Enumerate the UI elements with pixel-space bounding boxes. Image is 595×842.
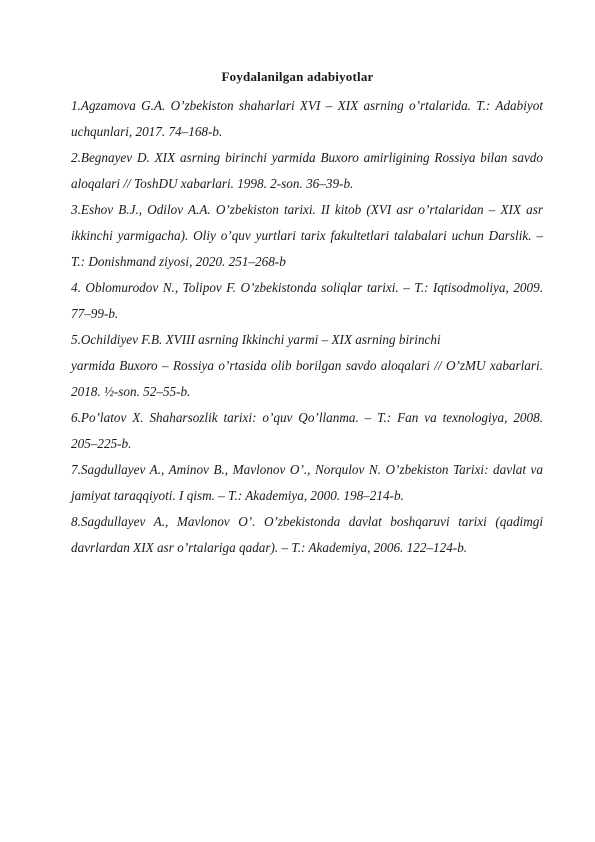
reference-item-8: 8.Sagdullayev A., Mavlonov O’. O’zbekistonda davlat boshqaruvi tarixi (qadimgi davrlardan XIX asr o’rtalariga qadar). – T.: Akademiya, 2006. 122–124-b.: [71, 514, 543, 555]
reference-item-7: 7.Sagdullayev A., Aminov B., Mavlonov O’., Norqulov N. O’zbekiston Tarixi: davlat va jamiyat taraqqiyoti. I qism. – T.: Akademiya, 2000. 198–214-b.: [71, 462, 543, 503]
reference-item-1: 1.Agzamova G.A. O’zbekiston shaharlari XVI – XIX asrning o’rtalarida. T.: Adabiyot uchqunlari, 2017. 74–168-b.: [71, 98, 543, 139]
reference-item-5-line-2: yarmida Buxoro – Rossiya o’rtasida olib borilgan savdo aloqalari // O’zMU xabarlari. 2018. ½-son. 52–55-b.: [71, 358, 543, 399]
reference-item-6: 6.Po’latov X. Shaharsozlik tarixi: o’quv Qo’llanma. – T.: Fan va texnologiya, 2008. 205–225-b.: [71, 410, 543, 451]
reference-item-5-line-1: 5.Ochildiyev F.B. XVIII asrning Ikkinchi yarmi – XIX asrning birinchi: [71, 332, 441, 347]
reference-item-2: 2.Begnayev D. XIX asrning birinchi yarmida Buxoro amirligining Rossiya bilan savdo aloqalari // ToshDU xabarlari. 1998. 2-son. 36–39-b.: [71, 150, 543, 191]
page-title: Foydalanilgan adabiyotlar: [221, 69, 374, 84]
reference-item-4: 4. Oblomurodov N., Tolipov F. O’zbekistonda soliqlar tarixi. – T.: Iqtisodmoliya, 2009. 77–99-b.: [71, 280, 543, 321]
reference-list: [71, 93, 543, 561]
reference-item-3: 3.Eshov B.J., Odilov A.A. O’zbekiston tarixi. II kitob (XVI asr o’rtalaridan – XIX asr ikkinchi yarmigacha). Oliy o’quv yurtlari tarix fakultetlari talabalari uchun Darslik. – T.: Donishmand ziyosi, 2020. 251–268-b: [71, 202, 543, 269]
